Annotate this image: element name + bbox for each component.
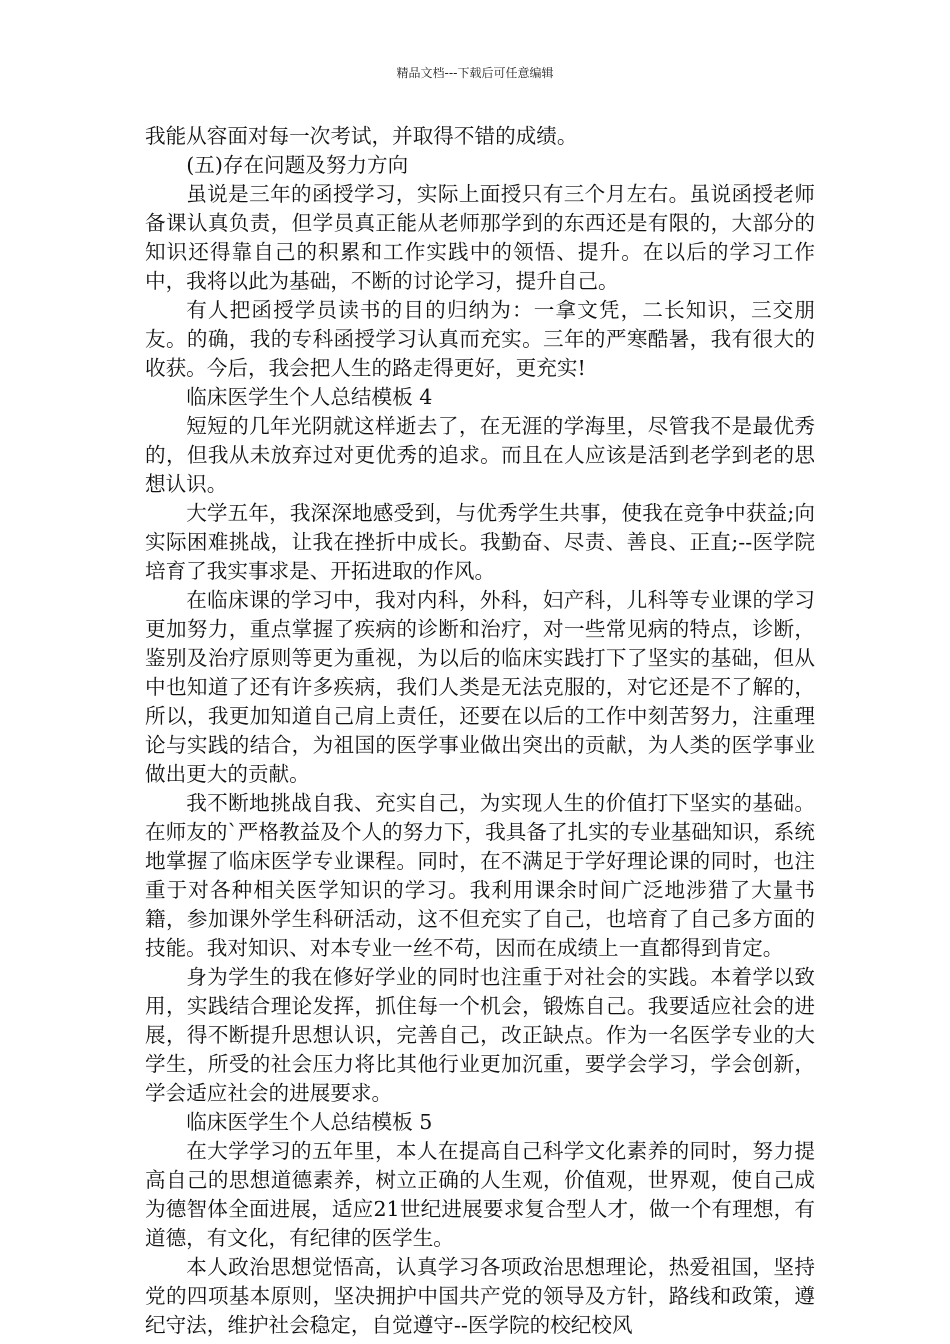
- paragraph: 大学五年，我深深地感受到，与优秀学生共事，使我在竞争中获益;向实际困难挑战，让我在挫折中成长。我勤奋、尽责、善良、正直;--医学院培育了我实事求是、开拓进取的作风。: [145, 501, 815, 583]
- document-body: [145, 122, 815, 1340]
- paragraph: 身为学生的我在修好学业的同时也注重于对社会的实践。本着学以致用，实践结合理论发挥，抓住每一个机会，锻炼自己。我要适应社会的进展，得不断提升思想认识，完善自己，改正缺点。作为一名医学专业的大学生，所受的社会压力将比其他行业更加沉重，要学会学习，学会创新，学会适应社会的进展要求。: [145, 965, 815, 1105]
- paragraph: 虽说是三年的函授学习，实际上面授只有三个月左右。虽说函授老师备课认真负责，但学员真正能从老师那学到的东西还是有限的，大部分的知识还得靠自己的积累和工作实践中的领悟、提升。在以后的学习工作中，我将以此为基础，不断的讨论学习，提升自己。: [145, 182, 815, 293]
- paragraph: 我不断地挑战自我、充实自己，为实现人生的价值打下坚实的基础。在师友的`严格教益及个人的努力下，我具备了扎实的专业基础知识，系统地掌握了临床医学专业课程。同时，在不满足于学好理论课的同时，也注重于对各种相关医学知识的学习。我利用课余时间广泛地涉猎了大量书籍，参加课外学生科研活动，这不但充实了自己，也培育了自己多方面的技能。我对知识、对本专业一丝不苟，因而在成绩上一直都得到肯定。: [145, 791, 815, 960]
- section-heading-template-5: 临床医学生个人总结模板 5: [186, 1110, 433, 1134]
- section-heading-template-4: 临床医学生个人总结模板 4: [186, 385, 433, 409]
- paragraph-continuation: 我能从容面对每一次考试，并取得不错的成绩。: [145, 124, 578, 148]
- paragraph: 在临床课的学习中，我对内科，外科，妇产科，儿科等专业课的学习更加努力，重点掌握了疾病的诊断和治疗，对一些常见病的特点，诊断，鉴别及治疗原则等更为重视，为以后的临床实践打下了坚实的基础，但从中也知道了还有许多疾病，我们人类是无法克服的，对它还是不了解的，所以，我更加知道自己肩上责任，还要在以后的工作中刻苦努力，注重理论与实践的结合，为祖国的医学事业做出突出的贡献，为人类的医学事业做出更大的贡献。: [145, 588, 815, 786]
- paragraph: 本人政治思想觉悟高，认真学习各项政治思想理论，热爱祖国，坚持党的四项基本原则，坚决拥护中国共产党的领导及方针，路线和政策，遵纪守法，维护社会稳定，自觉遵守--医学院的校纪校风: [145, 1255, 815, 1337]
- paragraph: 在大学学习的五年里，本人在提高自己科学文化素养的同时，努力提高自己的思想道德素养，树立正确的人生观，价值观，世界观，使自己成为德智体全面进展，适应21世纪进展要求复合型人才，做一个有理想，有道德，有文化，有纪律的医学生。: [145, 1139, 815, 1250]
- paragraph: 有人把函授学员读书的目的归纳为：一拿文凭，二长知识，三交朋友。的确，我的专科函授学习认真而充实。三年的严寒酷暑，我有很大的收获。今后，我会把人生的路走得更好，更充实!: [145, 298, 815, 380]
- page-header: 精品文档---下载后可任意编辑: [396, 66, 554, 80]
- section-heading-problems: (五)存在问题及努力方向: [186, 153, 409, 177]
- paragraph: 短短的几年光阴就这样逝去了，在无涯的学海里，尽管我不是最优秀的，但我从未放弃过对更优秀的追求。而且在人应该是活到老学到老的思想认识。: [145, 414, 815, 496]
